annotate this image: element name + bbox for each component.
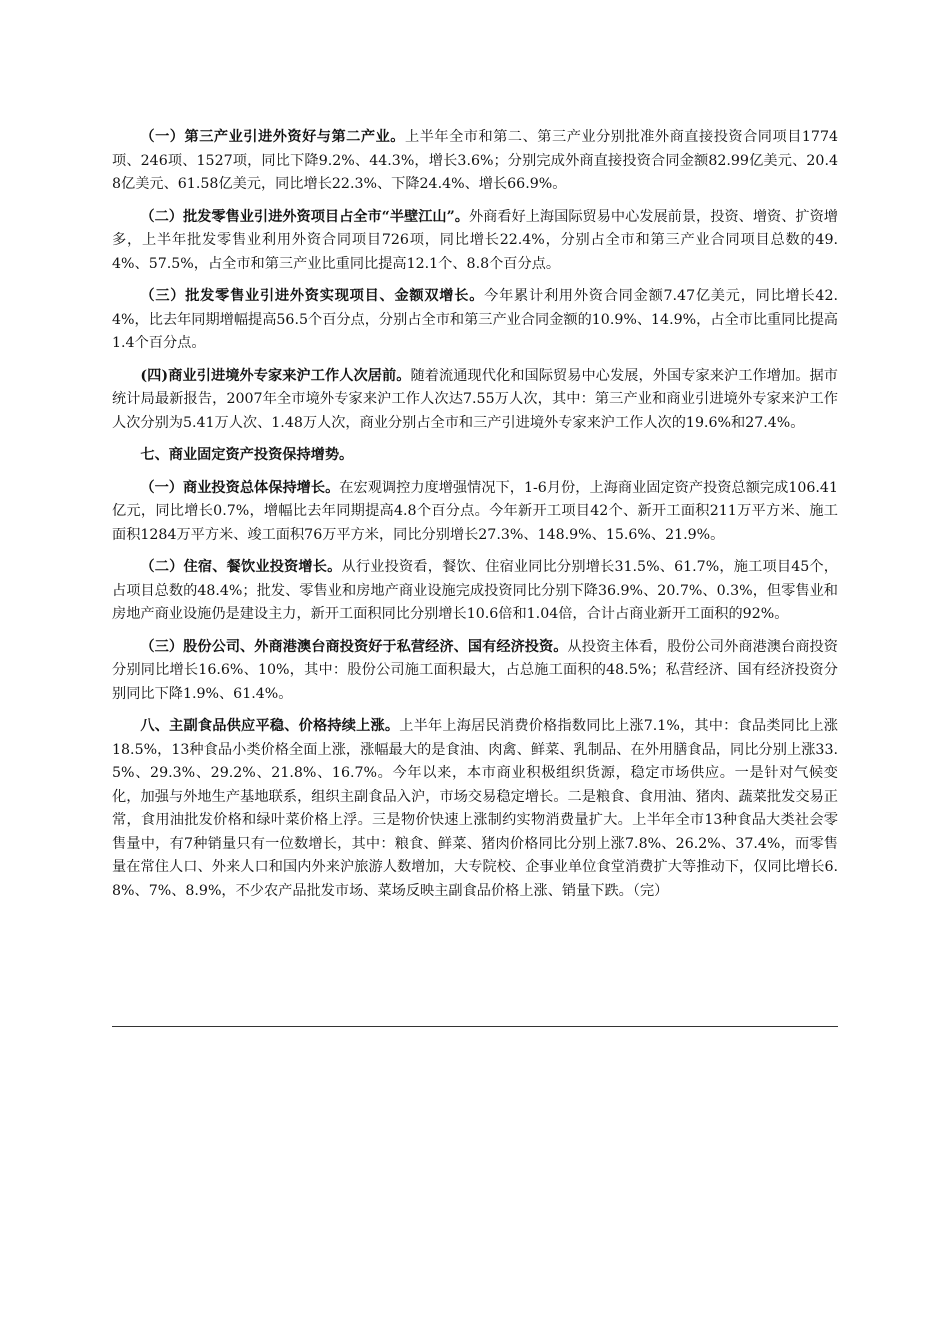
paragraph-text: 随着流通现代化和国际贸易中心发展，外国专家来沪工作增加。据市统计局最新报告，2007年全市境外专家来沪工作人次达7.55万人次，其中：第三产业和商业引进境外专家来沪工作人次分别为5.41万人次、1.48万人次，商业分别占全市和三产引进境外专家来沪工作人次的19.6%和27.4%。 xyxy=(112,367,838,431)
paragraph-lead: （二）住宿、餐饮业投资增长。 xyxy=(140,559,342,575)
paragraph-text: 外商看好上海国际贸易中心发展前景，投资、增资、扩资增多，上半年批发零售业利用外资合同项目726项，同比增长22.4%，分别占全市和第三产业合同项目总数的49.4%、57.5%，占全市和第三产业比重同比提高12.1个、8.8个百分点。 xyxy=(112,208,838,272)
paragraph-lead: （三）股份公司、外商港澳台商投资好于私营经济、国有经济投资。 xyxy=(140,638,568,655)
paragraph-text: 上半年上海居民消费价格指数同比上涨7.1%，其中：食品类同比上涨18.5%，13种食品小类价格全面上涨，涨幅最大的是食油、肉禽、鲜菜、乳制品、在外用膳食品，同比分别上涨33.5%、29.3%、29.2%、21.8%、16.7%。今年以来，本市商业积极组织货源，稳定市场供应。一是针对气候变化，加强与外地生产基地联系，组织主副食品入沪，市场交易稳定增长。二是粮食、食用油、猪肉、蔬菜批发交易正常，食用油批发价格和绿叶菜价格上浮。三是物价快速上涨制约实物消费量扩大。上半年全市13种食品大类社会零售量中，有7种销量只有一位数增长，其中：粮食、鲜菜、猪肉价格同比分别上涨7.8%、26.2%、37.4%，而零售量在常住人口、外来人口和国内外来沪旅游人数增加，大专院校、企事业单位食堂消费扩大等推动下，仅同比增长6.8%、7%、8.9%，不少农产品批发市场、菜场反映主副食品价格上涨、销量下跌。（完） xyxy=(112,718,838,899)
paragraph-lead: （三）批发零售业引进外资实现项目、金额双增长。 xyxy=(140,288,485,304)
paragraph-text: 从投资主体看，股份公司外商港澳台商投资分别同比增长16.6%、10%，其中：股份公司施工面积最大，占总施工面积的48.5%；私营经济、国有经济投资分别同比下降1.9%、61.4%。 xyxy=(112,638,838,702)
paragraph-lead: （二）批发零售业引进外资项目占全市“半壁江山”。 xyxy=(140,208,469,225)
footer-divider xyxy=(112,1026,838,1027)
paragraph-1 xyxy=(112,126,838,197)
paragraph-6 xyxy=(112,556,838,627)
paragraph-lead: （一）第三产业引进外资好与第二产业。 xyxy=(140,129,405,145)
paragraph-2 xyxy=(112,206,838,277)
paragraph-4 xyxy=(112,365,838,436)
paragraph-8 xyxy=(112,715,838,903)
paragraph-text: 上半年全市和第二、第三产业分别批准外商直接投资合同项目1774项、246项、1527项，同比下降9.2%、44.3%，增长3.6%；分别完成外商直接投资合同金额82.99亿美元、20.48亿美元、61.58亿美元，同比增长22.3%、下降24.4%、增长66.9%。 xyxy=(112,129,838,192)
paragraph-text: 从行业投资看，餐饮、住宿业同比分别增长31.5%、61.7%，施工项目45个，占项目总数的48.4%；批发、零售业和房地产商业设施完成投资同比分别下降36.9%、20.7%、0.3%，但零售业和房地产商业设施仍是建设主力，新开工面积同比分别增长10.6倍和1.04倍，合计占商业新开工面积的92%。 xyxy=(112,559,838,622)
paragraph-lead: 八、主副食品供应平稳、价格持续上涨。 xyxy=(140,718,400,734)
paragraph-7 xyxy=(112,636,838,707)
paragraph-lead: （一）商业投资总体保持增长。 xyxy=(140,479,340,496)
paragraph-text: 在宏观调控力度增强情况下，1-6月份，上海商业固定资产投资总额完成106.41亿元，同比增长0.7%，增幅比去年同期提高4.8个百分点。今年新开工项目42个、新开工面积211万平方米、施工面积1284万平方米、竣工面积76万平方米，同比分别增长27.3%、148.9%、15.6%、21.9%。 xyxy=(112,479,838,543)
paragraph-text: 今年累计利用外资合同金额7.47亿美元，同比增长42.4%，比去年同期增幅提高56.5个百分点，分别占全市和第三产业合同金额的10.9%、14.9%，占全市比重同比提高1.4个百分点。 xyxy=(112,288,838,351)
section-heading: 七、商业固定资产投资保持增势。 xyxy=(140,447,354,463)
paragraph-lead: (四)商业引进境外专家来沪工作人次居前。 xyxy=(140,367,411,384)
document-body xyxy=(112,126,838,912)
paragraph-3 xyxy=(112,285,838,356)
paragraph-5 xyxy=(112,477,838,548)
